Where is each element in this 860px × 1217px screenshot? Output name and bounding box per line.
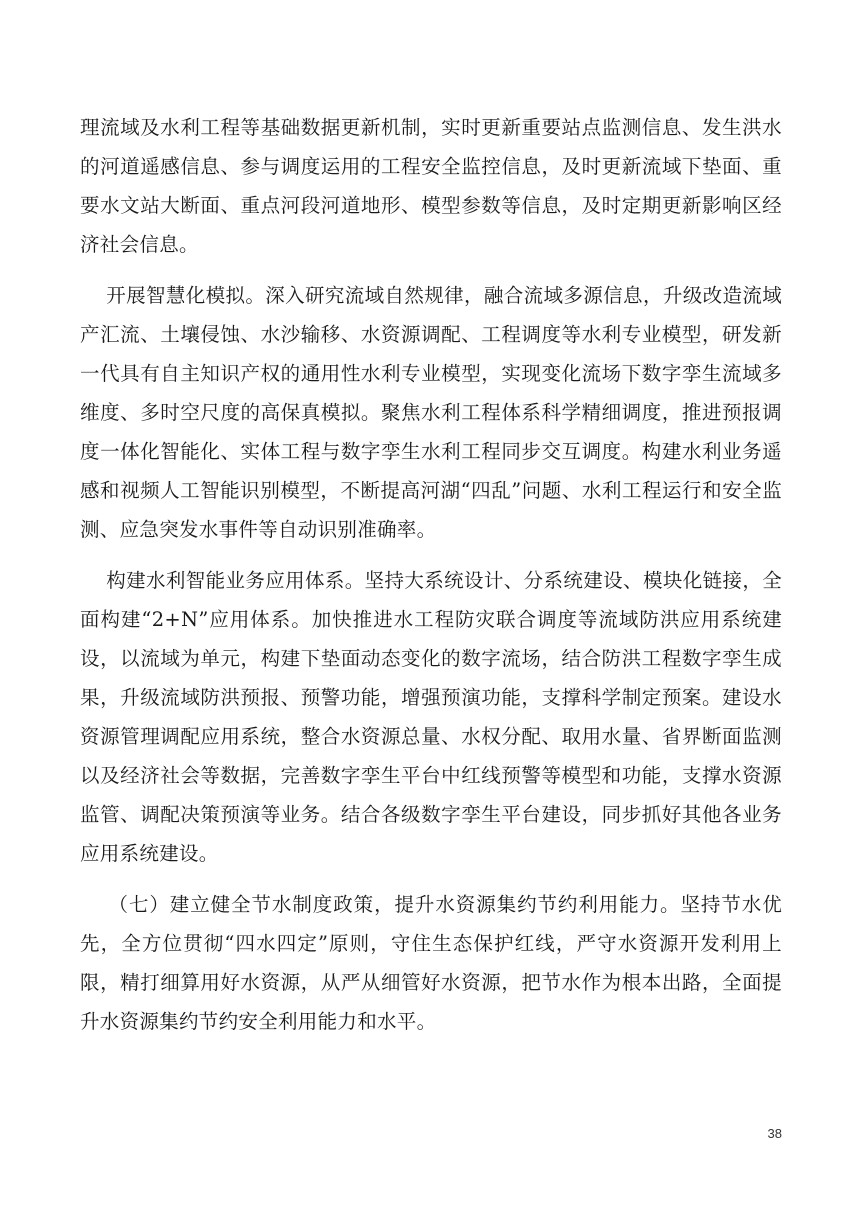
- paragraph-continuation: 理流域及水利工程等基础数据更新机制，实时更新重要站点监测信息、发生洪水的河道遥感信息、参与调度运用的工程安全监控信息，及时更新流域下垫面、重要水文站大断面、重点河段河道地形、模型参数等信息，及时定期更新影响区经济社会信息。: [80, 116, 782, 256]
- paragraph-gap: [80, 264, 782, 276]
- body-text: [80, 108, 782, 1041]
- paragraph-intelligent-simulation: 开展智慧化模拟。深入研究流域自然规律，融合流域多源信息，升级改造流域产汇流、土壤侵蚀、水沙输移、水资源调配、工程调度等水利专业模型，研发新一代具有自主知识产权的通用性水利专业模型，实现变化流场下数字孪生流域多维度、多时空尺度的高保真模拟。聚焦水利工程体系科学精细调度，推进预报调度一体化智能化、实体工程与数字孪生水利工程同步交互调度。构建水利业务遥感和视频人工智能识别模型，不断提高河湖“四乱”问题、水利工程运行和安全监测、应急突发水事件等自动识别准确率。: [80, 284, 782, 541]
- paragraph-water-saving-policy: （七）建立健全节水制度政策，提升水资源集约节约利用能力。坚持节水优先，全方位贯彻“四水四定”原则，守住生态保护红线，严守水资源开发利用上限，精打细算用好水资源，从严从细管好水资源，把节水作为根本出路，全面提升水资源集约节约安全利用能力和水平。: [80, 893, 782, 1033]
- paragraph-gap: [80, 549, 782, 561]
- paragraph-gap: [80, 873, 782, 885]
- paragraph-application-system: 构建水利智能业务应用体系。坚持大系统设计、分系统建设、模块化链接，全面构建“2+N”应用体系。加快推进水工程防灾联合调度等流域防洪应用系统建设，以流域为单元，构建下垫面动态变化的数字流场，结合防洪工程数字孪生成果，升级流域防洪预报、预警功能，增强预演功能，支撑科学制定预案。建设水资源管理调配应用系统，整合水资源总量、水权分配、取用水量、省界断面监测以及经济社会等数据，完善数字孪生平台中红线预警等模型和功能，支撑水资源监管、调配决策预演等业务。结合各级数字孪生平台建设，同步抓好其他各业务应用系统建设。: [80, 569, 782, 865]
- page-number: 38: [767, 1126, 782, 1141]
